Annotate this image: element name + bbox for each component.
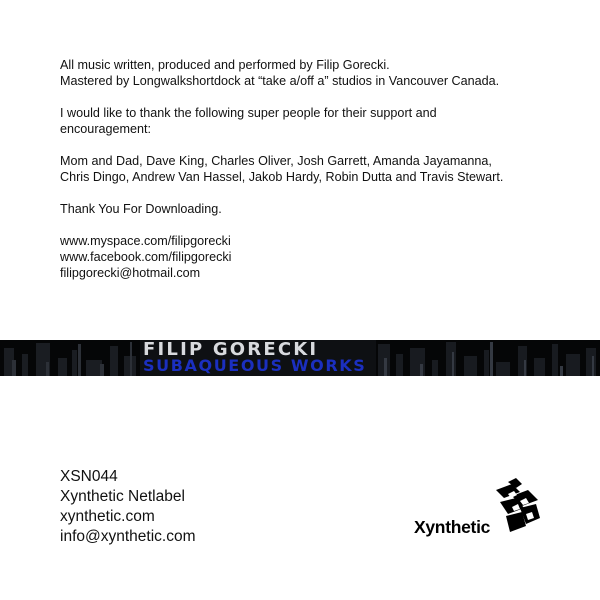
label-email-link[interactable]: info@xynthetic.com bbox=[60, 528, 196, 545]
catalog-number: XSN044 bbox=[60, 468, 118, 485]
album-banner bbox=[0, 340, 600, 376]
credits-thanks-line-2: encouragement: bbox=[60, 122, 152, 136]
banner-artist-title: FILIP GORECKI bbox=[143, 340, 319, 360]
credits-written: All music written, produced and performed by Filip Gorecki. bbox=[60, 58, 390, 72]
label-website-link[interactable]: xynthetic.com bbox=[60, 508, 155, 525]
label-info bbox=[60, 467, 195, 547]
credits-thanks-line-1: I would like to thank the following super people for their support and bbox=[60, 106, 437, 120]
credits-mastered: Mastered by Longwalkshortdock at “take a/off a” studios in Vancouver Canada. bbox=[60, 74, 500, 88]
banner-album-title: SUBAQUEOUS WORKS bbox=[143, 356, 367, 375]
credits-text bbox=[60, 57, 580, 281]
credits-names-line-2: Chris Dingo, Andrew Van Hassel, Jakob Hardy, Robin Dutta and Travis Stewart. bbox=[60, 170, 504, 184]
myspace-link[interactable]: www.myspace.com/filipgorecki bbox=[60, 234, 231, 248]
xynthetic-logo-wordmark: Xynthetic bbox=[414, 517, 491, 537]
label-name: Xynthetic Netlabel bbox=[60, 488, 185, 505]
credits-names-line-1: Mom and Dad, Dave King, Charles Oliver, Josh Garrett, Amanda Jayamanna, bbox=[60, 154, 492, 168]
credits-closing: Thank You For Downloading. bbox=[60, 202, 222, 216]
artist-email-link[interactable]: filipgorecki@hotmail.com bbox=[60, 266, 201, 280]
facebook-link[interactable]: www.facebook.com/filipgorecki bbox=[60, 250, 232, 264]
